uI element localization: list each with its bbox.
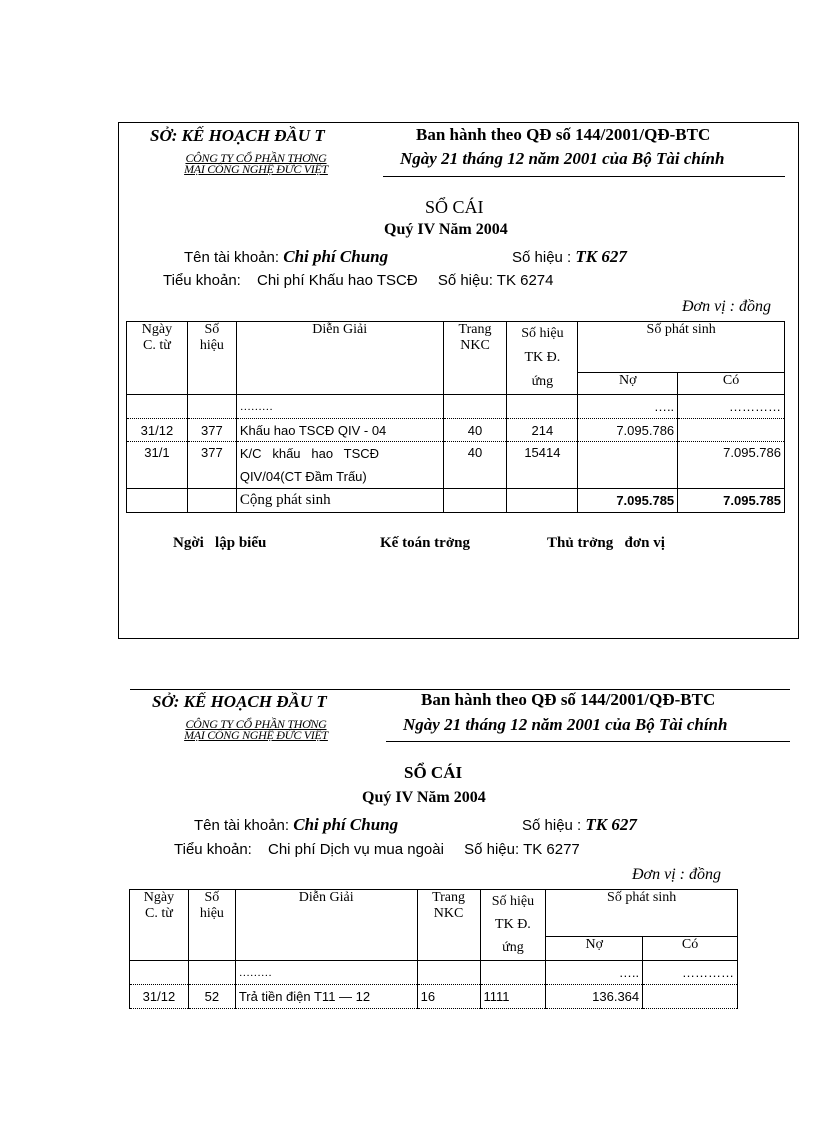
table-row: 31/12 52 Trả tiền điện T11 — 12 16 1111 136.364 (130, 985, 738, 1009)
col-header-contra-account: Số hiệu TK Đ. ứng (480, 890, 546, 961)
debit-dots: ….. (546, 961, 643, 985)
description-dots: ……… (236, 395, 443, 419)
credit-dots: ………… (678, 395, 785, 419)
subaccount-line (163, 272, 554, 289)
account-code-value: TK 627 (585, 815, 637, 834)
subaccount-name: Chi phí Khấu hao TSCĐ (257, 272, 418, 289)
subaccount-code-label: Số hiệu: (464, 841, 520, 858)
department-name: SỞ: KẾ HOẠCH ĐẦU T (150, 126, 325, 145)
col-header-description: Diễn Giải (235, 890, 417, 961)
account-code-label: Số hiệu : (522, 817, 582, 834)
account-label: Tên tài khoản: (184, 249, 280, 266)
department-name: SỞ: KẾ HOẠCH ĐẦU T (152, 692, 327, 711)
subaccount-label: Tiểu khoản: (174, 841, 252, 858)
account-line (184, 247, 388, 267)
company-line-1: CÔNG TY CỔ PHẦN THƠNG (185, 717, 327, 731)
table-row: 31/12 377 Khấu hao TSCĐ QIV - 04 40 214 7.095.786 (127, 419, 785, 442)
issued-decision: Ban hành theo QĐ số 144/2001/QĐ-BTC (416, 125, 711, 144)
col-header-credit: Có (643, 937, 738, 961)
ledger-table-2 (129, 889, 738, 1009)
col-header-contra-account: Số hiệu TK Đ. ứng (507, 322, 578, 395)
total-label: Cộng phát sinh (236, 489, 443, 513)
col-header-amount: Số phát sinh (546, 890, 738, 937)
signature-maker: Ngời lập biểu (173, 535, 267, 551)
ledger-period: Quý IV Năm 2004 (384, 221, 508, 238)
ledger-period: Quý IV Năm 2004 (362, 789, 486, 806)
ledger-title: SỔ CÁI (404, 763, 463, 782)
col-header-journal-page: Trang NKC (417, 890, 480, 961)
currency-unit: Đơn vị : đồng (632, 866, 721, 883)
account-name: Chi phí Chung (283, 247, 389, 266)
company-name (146, 719, 366, 741)
account-code (512, 247, 627, 267)
account-line (194, 815, 398, 835)
account-code-label: Số hiệu : (512, 249, 572, 266)
col-header-amount: Số phát sinh (578, 322, 785, 373)
col-header-voucher-no: Số hiệu (187, 322, 236, 395)
header-divider (383, 176, 785, 177)
subaccount-line (174, 841, 580, 858)
currency-unit: Đơn vị : đồng (682, 298, 771, 315)
table-row (127, 395, 785, 419)
signature-accountant: Kế toán trởng (380, 535, 470, 551)
debit-dots: ….. (578, 395, 678, 419)
issued-decision: Ban hành theo QĐ số 144/2001/QĐ-BTC (421, 690, 716, 709)
subaccount-code-value: TK 6277 (523, 841, 580, 858)
subaccount-name: Chi phí Dịch vụ mua ngoài (268, 841, 444, 858)
subaccount-code-value: TK 6274 (496, 272, 554, 289)
col-header-voucher-no: Số hiệu (188, 890, 235, 961)
col-header-description: Diễn Giải (236, 322, 443, 395)
header-divider (386, 741, 790, 742)
col-header-journal-page: Trang NKC (443, 322, 507, 395)
total-credit: 7.095.785 (678, 489, 785, 513)
description-dots: ……… (235, 961, 417, 985)
issued-date: Ngày 21 tháng 12 năm 2001 của Bộ Tài chính (403, 715, 728, 734)
ledger-table-1 (126, 321, 785, 513)
table-row (130, 961, 738, 985)
subaccount-label: Tiểu khoản: (163, 272, 241, 289)
account-code-value: TK 627 (575, 247, 627, 266)
col-header-debit: Nợ (546, 937, 643, 961)
credit-dots: ………… (643, 961, 738, 985)
company-line-1: CÔNG TY CỔ PHẦN THƠNG (185, 151, 327, 165)
company-line-2: MẠI CÔNG NGHỆ ĐỨC VIỆT (184, 162, 328, 176)
table-row: 31/1 377 K/C khấu hao TSCĐ QIV/04(CT Đầm Trấu) 40 15414 7.095.786 (127, 442, 785, 489)
account-label: Tên tài khoản: (194, 817, 290, 834)
ledger-title: SỔ CÁI (425, 197, 484, 217)
issued-date: Ngày 21 tháng 12 năm 2001 của Bộ Tài chính (400, 149, 725, 168)
account-name: Chi phí Chung (293, 815, 399, 834)
col-header-date: Ngày C. từ (127, 322, 188, 395)
col-header-debit: Nợ (578, 372, 678, 394)
col-header-credit: Có (678, 372, 785, 394)
company-line-2: MẠI CÔNG NGHỆ ĐỨC VIỆT (184, 728, 328, 742)
total-row (127, 489, 785, 513)
company-name (146, 153, 366, 175)
account-code (522, 815, 637, 835)
col-header-date: Ngày C. từ (130, 890, 189, 961)
subaccount-code-label: Số hiệu: (437, 272, 493, 289)
total-debit: 7.095.785 (578, 489, 678, 513)
signature-head: Thủ trởng đơn vị (547, 535, 665, 551)
